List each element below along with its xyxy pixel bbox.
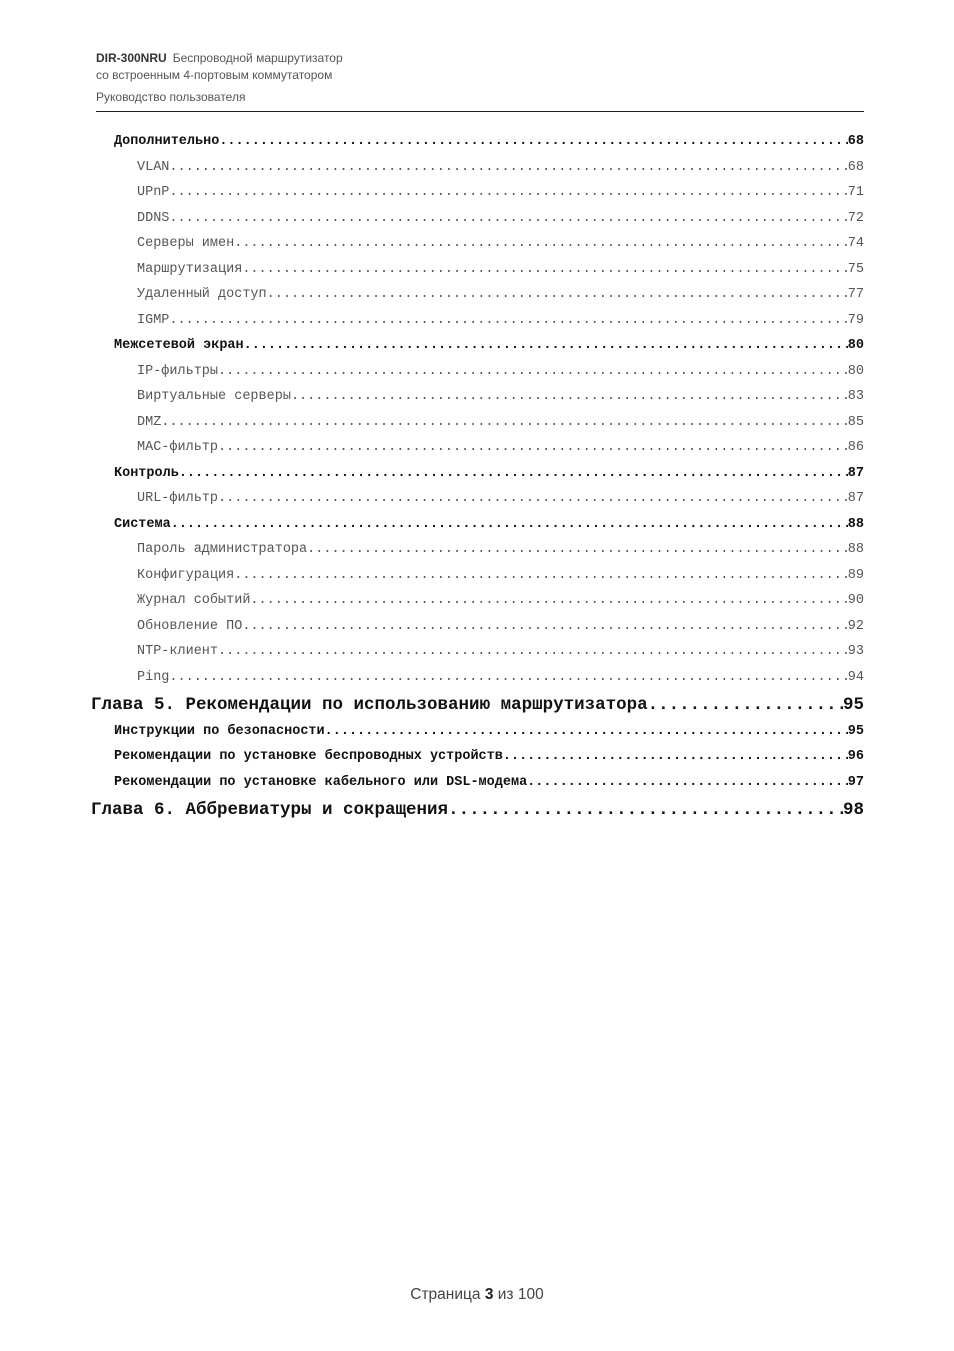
- header-model: DIR-300NRU: [96, 51, 167, 65]
- toc-entry-title: Рекомендации по установке кабельного или DSL-модема: [114, 774, 528, 790]
- footer-prefix: Страница: [410, 1286, 481, 1303]
- toc-entry[interactable]: [137, 236, 864, 251]
- toc-entry-page: 80: [847, 363, 864, 379]
- toc-entry[interactable]: [137, 211, 864, 226]
- toc-dot-leader: [527, 775, 848, 790]
- toc-dot-leader: [291, 389, 848, 404]
- toc-entry-page: 75: [847, 261, 864, 277]
- header-product-subtitle: со встроенным 4-портовым коммутатором: [96, 68, 333, 82]
- toc-dot-leader: [218, 491, 848, 506]
- toc-entry[interactable]: [114, 466, 864, 481]
- toc-dot-leader: [171, 517, 848, 532]
- toc-entry[interactable]: [137, 568, 864, 583]
- footer-current-page: 3: [484, 1286, 494, 1303]
- toc-entry-title: Система: [114, 516, 171, 532]
- toc-entry-page: 96: [847, 749, 864, 764]
- toc-entry-title: NTP-клиент: [137, 644, 219, 659]
- toc-entry-page: 97: [847, 774, 864, 790]
- toc-entry-title: Серверы имен: [137, 236, 235, 251]
- header-doc-title: Руководство пользователя: [96, 90, 246, 104]
- toc-entry-title: Маршрутизация: [137, 261, 243, 277]
- toc-entry[interactable]: [137, 364, 864, 379]
- toc-entry-title: Журнал событий: [137, 593, 251, 608]
- toc-dot-leader: [218, 644, 848, 659]
- toc-entry-title: Глава 5. Рекомендации по использованию маршрутизатора: [91, 694, 648, 715]
- toc-dot-leader: [169, 211, 847, 226]
- toc-dot-leader: [307, 542, 848, 557]
- toc-entry[interactable]: [137, 670, 864, 685]
- toc-entry[interactable]: [137, 389, 864, 404]
- toc-entry-title: Виртуальные серверы: [137, 389, 291, 404]
- toc-entry-page: 98: [842, 799, 864, 820]
- toc-entry-page: 79: [847, 312, 864, 328]
- toc-entry-title: Глава 6. Аббревиатуры и сокращения: [91, 799, 449, 820]
- toc-entry[interactable]: [137, 619, 864, 634]
- toc-entry[interactable]: [137, 644, 864, 659]
- toc-entry-title: DDNS: [137, 210, 170, 226]
- toc-entry-title: MAC-фильтр: [137, 440, 219, 455]
- toc-dot-leader: [169, 670, 847, 685]
- toc-entry-title: Ping: [137, 669, 170, 685]
- toc-dot-leader: [219, 134, 847, 149]
- toc-dot-leader: [242, 262, 847, 277]
- page-header: [96, 50, 864, 106]
- toc-entry[interactable]: [137, 542, 864, 557]
- toc-entry-page: 83: [847, 389, 864, 404]
- toc-dot-leader: [244, 338, 848, 353]
- header-product-name: Беспроводной маршрутизатор: [172, 51, 343, 65]
- toc-entry[interactable]: [114, 134, 864, 149]
- toc-entry-page: 95: [847, 723, 864, 739]
- header-divider: [96, 111, 864, 112]
- toc-dot-leader: [179, 466, 848, 481]
- toc-entry[interactable]: [137, 491, 864, 506]
- toc-dot-leader: [234, 236, 848, 251]
- toc-dot-leader: [218, 364, 848, 379]
- toc-entry-page: 89: [847, 567, 864, 583]
- toc-entry[interactable]: [137, 262, 864, 277]
- toc-entry[interactable]: [137, 160, 864, 175]
- toc-entry-title: Пароль администратора: [137, 542, 308, 557]
- toc-entry-title: Удаленный доступ: [137, 287, 267, 302]
- toc-entry-page: 94: [847, 669, 864, 685]
- toc-entry-title: URL-фильтр: [137, 491, 219, 506]
- toc-entry-title: Обновление ПО: [137, 618, 243, 634]
- toc-entry-page: 77: [847, 287, 864, 302]
- toc-entry-title: Дополнительно: [114, 134, 220, 149]
- toc-entry[interactable]: [137, 440, 864, 455]
- toc-entry-title: Межсетевой экран: [114, 338, 244, 353]
- toc-entry-page: 80: [847, 338, 864, 353]
- toc-dot-leader: [169, 185, 847, 200]
- toc-entry-page: 93: [847, 644, 864, 659]
- toc-entry[interactable]: [114, 724, 864, 739]
- toc-entry-title: Конфигурация: [137, 567, 235, 583]
- toc-entry[interactable]: [137, 593, 864, 608]
- toc-entry-page: 90: [847, 593, 864, 608]
- toc-entry-page: 87: [847, 465, 864, 481]
- toc-entry-title: DMZ: [137, 414, 162, 430]
- toc-entry-title: UPnP: [137, 185, 170, 200]
- toc-entry-page: 72: [847, 210, 864, 226]
- toc-dot-leader: [325, 724, 848, 739]
- toc-dot-leader: [503, 749, 848, 764]
- toc-entry-page: 88: [847, 516, 864, 532]
- toc-entry[interactable]: [137, 287, 864, 302]
- page-footer: [0, 1286, 954, 1304]
- toc-entry[interactable]: [114, 749, 864, 764]
- toc-entry-page: 85: [847, 414, 864, 430]
- toc-entry-title: Рекомендации по установке беспроводных устройств: [114, 749, 503, 764]
- toc-entry-title: Контроль: [114, 465, 179, 481]
- toc-entry-page: 68: [847, 134, 864, 149]
- toc-entry[interactable]: [91, 800, 864, 820]
- toc-dot-leader: [161, 415, 847, 430]
- toc-entry[interactable]: [114, 775, 864, 790]
- toc-entry-title: Инструкции по безопасности: [114, 723, 325, 739]
- toc-entry[interactable]: [114, 338, 864, 353]
- toc-entry-page: 95: [842, 694, 864, 715]
- toc-entry-title: IGMP: [137, 312, 170, 328]
- toc-entry-page: 92: [847, 618, 864, 634]
- toc-dot-leader: [169, 160, 847, 175]
- toc-entry-page: 88: [847, 542, 864, 557]
- header-product-line: [96, 50, 864, 67]
- toc-entry[interactable]: [137, 313, 864, 328]
- toc-dot-leader: [242, 619, 847, 634]
- toc-dot-leader: [250, 593, 847, 608]
- toc-dot-leader: [648, 695, 843, 715]
- toc-entry-title: IP-фильтры: [137, 363, 219, 379]
- toc-entry-page: 68: [847, 159, 864, 175]
- toc-entry[interactable]: [137, 415, 864, 430]
- toc-entry[interactable]: [114, 517, 864, 532]
- toc-dot-leader: [267, 287, 848, 302]
- toc-entry-page: 74: [847, 236, 864, 251]
- footer-separator: из: [497, 1286, 514, 1303]
- toc-entry-page: 87: [847, 491, 864, 506]
- toc-dot-leader: [169, 313, 847, 328]
- toc-dot-leader: [218, 440, 848, 455]
- toc-entry-title: VLAN: [137, 159, 170, 175]
- toc-entry[interactable]: [137, 185, 864, 200]
- footer-total-pages: 100: [517, 1286, 544, 1303]
- toc-dot-leader: [234, 568, 848, 583]
- toc-entry[interactable]: [91, 695, 864, 715]
- toc-entry-page: 86: [847, 440, 864, 455]
- toc-dot-leader: [448, 800, 843, 820]
- toc-entry-page: 71: [847, 185, 864, 200]
